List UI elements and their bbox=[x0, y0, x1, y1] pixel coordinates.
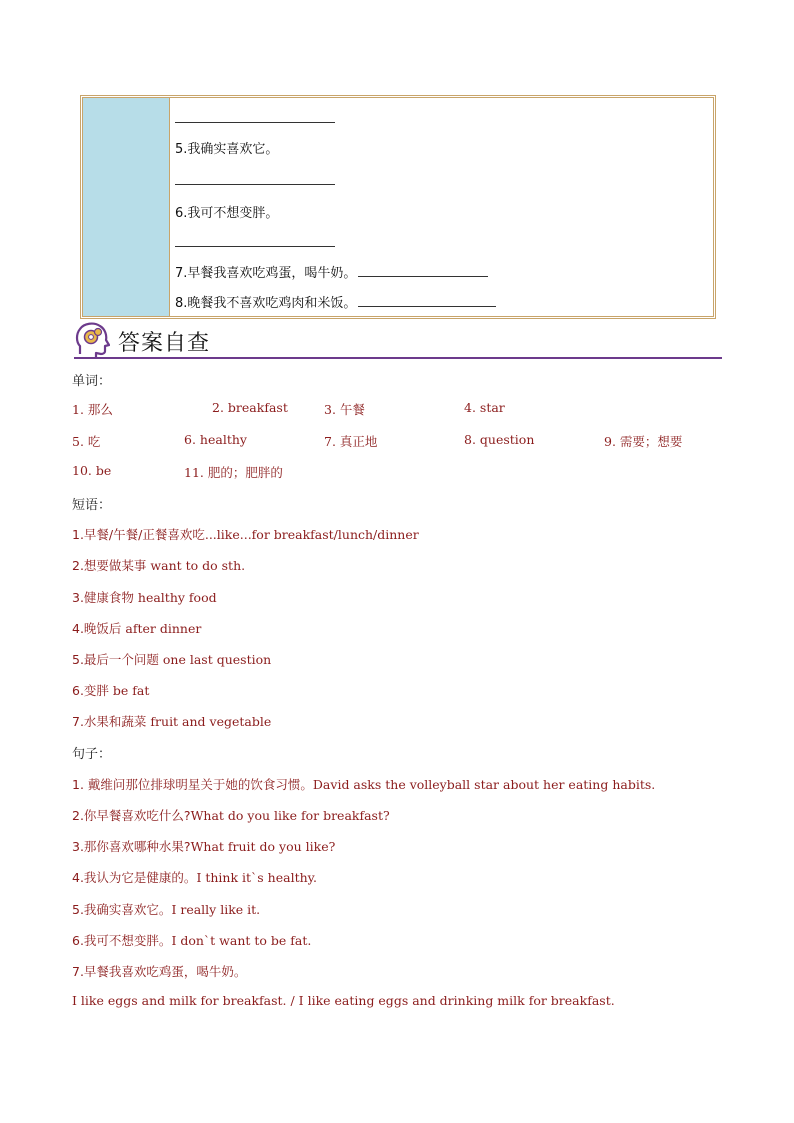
exercise-item-7: 7.早餐我喜欢吃鸡蛋，喝牛奶。 bbox=[175, 262, 488, 281]
phrase-item: 5.最后一个问题 one last question bbox=[72, 652, 272, 667]
vocab-item: 10. be bbox=[72, 463, 112, 478]
sentence-item: 4.我认为它是健康的。I think it`s healthy. bbox=[72, 870, 318, 885]
vocab-item: 5. 吃 bbox=[72, 434, 101, 449]
section-header bbox=[74, 320, 722, 360]
sentence-item: 6.我可不想变胖。I don`t want to be fat. bbox=[72, 933, 312, 948]
vocab-item: 4. star bbox=[464, 400, 505, 415]
vocab-item: 3. 午餐 bbox=[324, 402, 365, 417]
sentences-label: 句子： bbox=[72, 747, 112, 762]
sentence-item: I like eggs and milk for breakfast. / I like eating eggs and drinking milk for breakfast. bbox=[72, 993, 615, 1008]
vocab-item: 1. 那么 bbox=[72, 402, 113, 417]
answer-line[interactable] bbox=[175, 122, 335, 123]
answer-line[interactable] bbox=[175, 246, 335, 247]
exercise-side-panel bbox=[83, 98, 170, 316]
phrase-item: 4.晚饭后 after dinner bbox=[72, 621, 202, 636]
exercise-item-5: 5.我确实喜欢它。 bbox=[175, 142, 279, 157]
answer-line[interactable] bbox=[175, 184, 335, 185]
head-gears-icon bbox=[74, 320, 110, 358]
phrase-item: 7.水果和蔬菜 fruit and vegetable bbox=[72, 714, 272, 729]
vocab-item: 2. breakfast bbox=[212, 400, 288, 415]
phrase-item: 6.变胖 be fat bbox=[72, 683, 150, 698]
section-divider bbox=[74, 357, 722, 359]
sentence-item: 2.你早餐喜欢吃什么?What do you like for breakfast? bbox=[72, 808, 390, 823]
vocab-item: 9. 需要；想要 bbox=[604, 434, 683, 449]
exercise-item-8: 8.晚餐我不喜欢吃鸡肉和米饭。 bbox=[175, 292, 496, 311]
vocab-item: 11. 肥的；肥胖的 bbox=[184, 465, 283, 480]
sentence-item: 3.那你喜欢哪种水果?What fruit do you like? bbox=[72, 839, 336, 854]
sentence-item: 7.早餐我喜欢吃鸡蛋，喝牛奶。 bbox=[72, 964, 247, 979]
sentence-item: 5.我确实喜欢它。I really like it. bbox=[72, 902, 261, 917]
vocab-item: 8. question bbox=[464, 432, 535, 447]
phrases-label: 短语： bbox=[72, 498, 112, 513]
vocab-label: 单词： bbox=[72, 374, 112, 389]
section-title: 答案自查 bbox=[118, 331, 211, 356]
answer-blank[interactable] bbox=[358, 264, 488, 277]
vocab-item: 6. healthy bbox=[184, 432, 247, 447]
exercise-box bbox=[80, 95, 716, 319]
vocab-item: 7. 真正地 bbox=[324, 434, 378, 449]
phrase-item: 1.早餐/午餐/正餐喜欢吃...like...for breakfast/lunch/dinner bbox=[72, 527, 419, 542]
answer-blank[interactable] bbox=[358, 294, 496, 307]
exercise-item-6: 6.我可不想变胖。 bbox=[175, 206, 279, 221]
sentence-item: 1. 戴维问那位排球明星关于她的饮食习惯。David asks the volleyball star about her eating habits. bbox=[72, 777, 656, 792]
phrase-item: 3.健康食物 healthy food bbox=[72, 590, 217, 605]
exercise-content bbox=[175, 98, 713, 316]
phrase-item: 2.想要做某事 want to do sth. bbox=[72, 558, 246, 573]
